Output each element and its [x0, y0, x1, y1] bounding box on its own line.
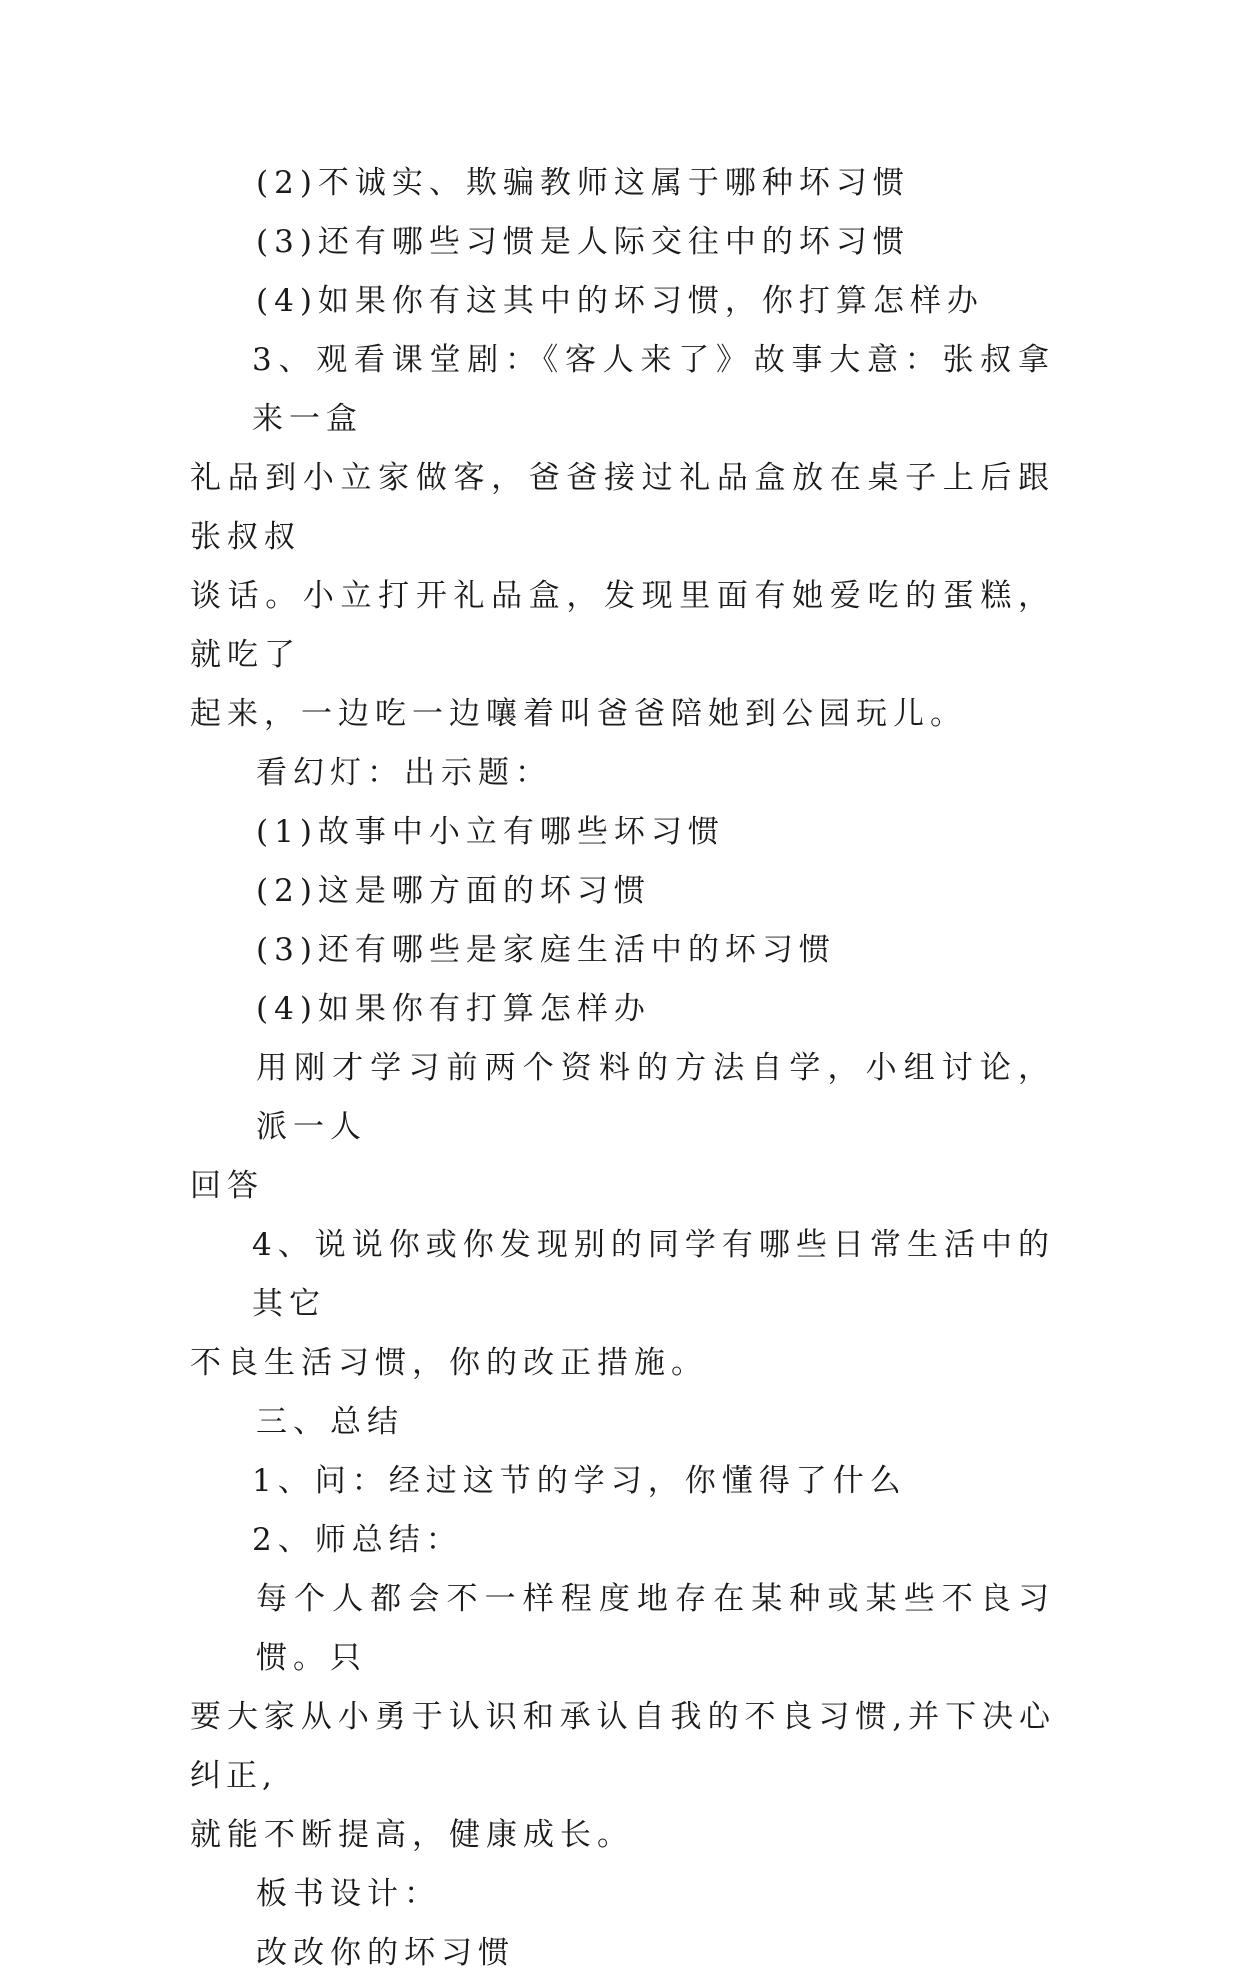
paragraph-line: 用刚才学习前两个资料的方法自学，小组讨论，派一人	[256, 1050, 1055, 1145]
document-body	[190, 154, 1055, 1983]
question-line: (4)如果你有打算怎样办	[256, 991, 651, 1027]
paragraph-line: 回答	[190, 1168, 264, 1204]
section-heading: 三、总结	[256, 1404, 404, 1440]
paragraph-line: 谈话。小立打开礼品盒，发现里面有她爱吃的蛋糕，就吃了	[190, 578, 1055, 673]
question-line: (4)如果你有这其中的坏习惯，你打算怎样办	[256, 283, 984, 319]
question-line: (3)还有哪些是家庭生活中的坏习惯	[256, 932, 836, 968]
question-line: (1)故事中小立有哪些坏习惯	[256, 814, 725, 850]
question-line: (2)这是哪方面的坏习惯	[256, 873, 651, 909]
paragraph-line: 2、师总结：	[252, 1522, 463, 1558]
slide-heading: 看幻灯：出示题：	[256, 755, 552, 791]
paragraph-line: 起来，一边吃一边嚷着叫爸爸陪她到公园玩儿。	[190, 696, 967, 732]
paragraph-line: 礼品到小立家做客，爸爸接过礼品盒放在桌子上后跟张叔叔	[190, 460, 1055, 555]
section-heading: 板书设计：	[256, 1876, 441, 1912]
paragraph-line: 就能不断提高，健康成长。	[190, 1817, 634, 1853]
question-line: (3)还有哪些习惯是人际交往中的坏习惯	[256, 224, 910, 260]
paragraph-line: 1、问：经过这节的学习，你懂得了什么	[252, 1463, 907, 1499]
paragraph-line: 每个人都会不一样程度地存在某种或某些不良习惯。只	[256, 1581, 1055, 1676]
paragraph-line: 要大家从小勇于认识和承认自我的不良习惯,并下决心纠正,	[190, 1699, 1055, 1794]
board-title: 改改你的坏习惯	[256, 1935, 515, 1971]
paragraph-line: 3、观看课堂剧：《客人来了》故事大意：张叔拿来一盒	[252, 342, 1055, 437]
paragraph-line: 4、说说你或你发现别的同学有哪些日常生活中的其它	[252, 1227, 1055, 1322]
question-line: (2)不诚实、欺骗教师这属于哪种坏习惯	[256, 165, 910, 201]
paragraph-line: 不良生活习惯，你的改正措施。	[190, 1345, 708, 1381]
